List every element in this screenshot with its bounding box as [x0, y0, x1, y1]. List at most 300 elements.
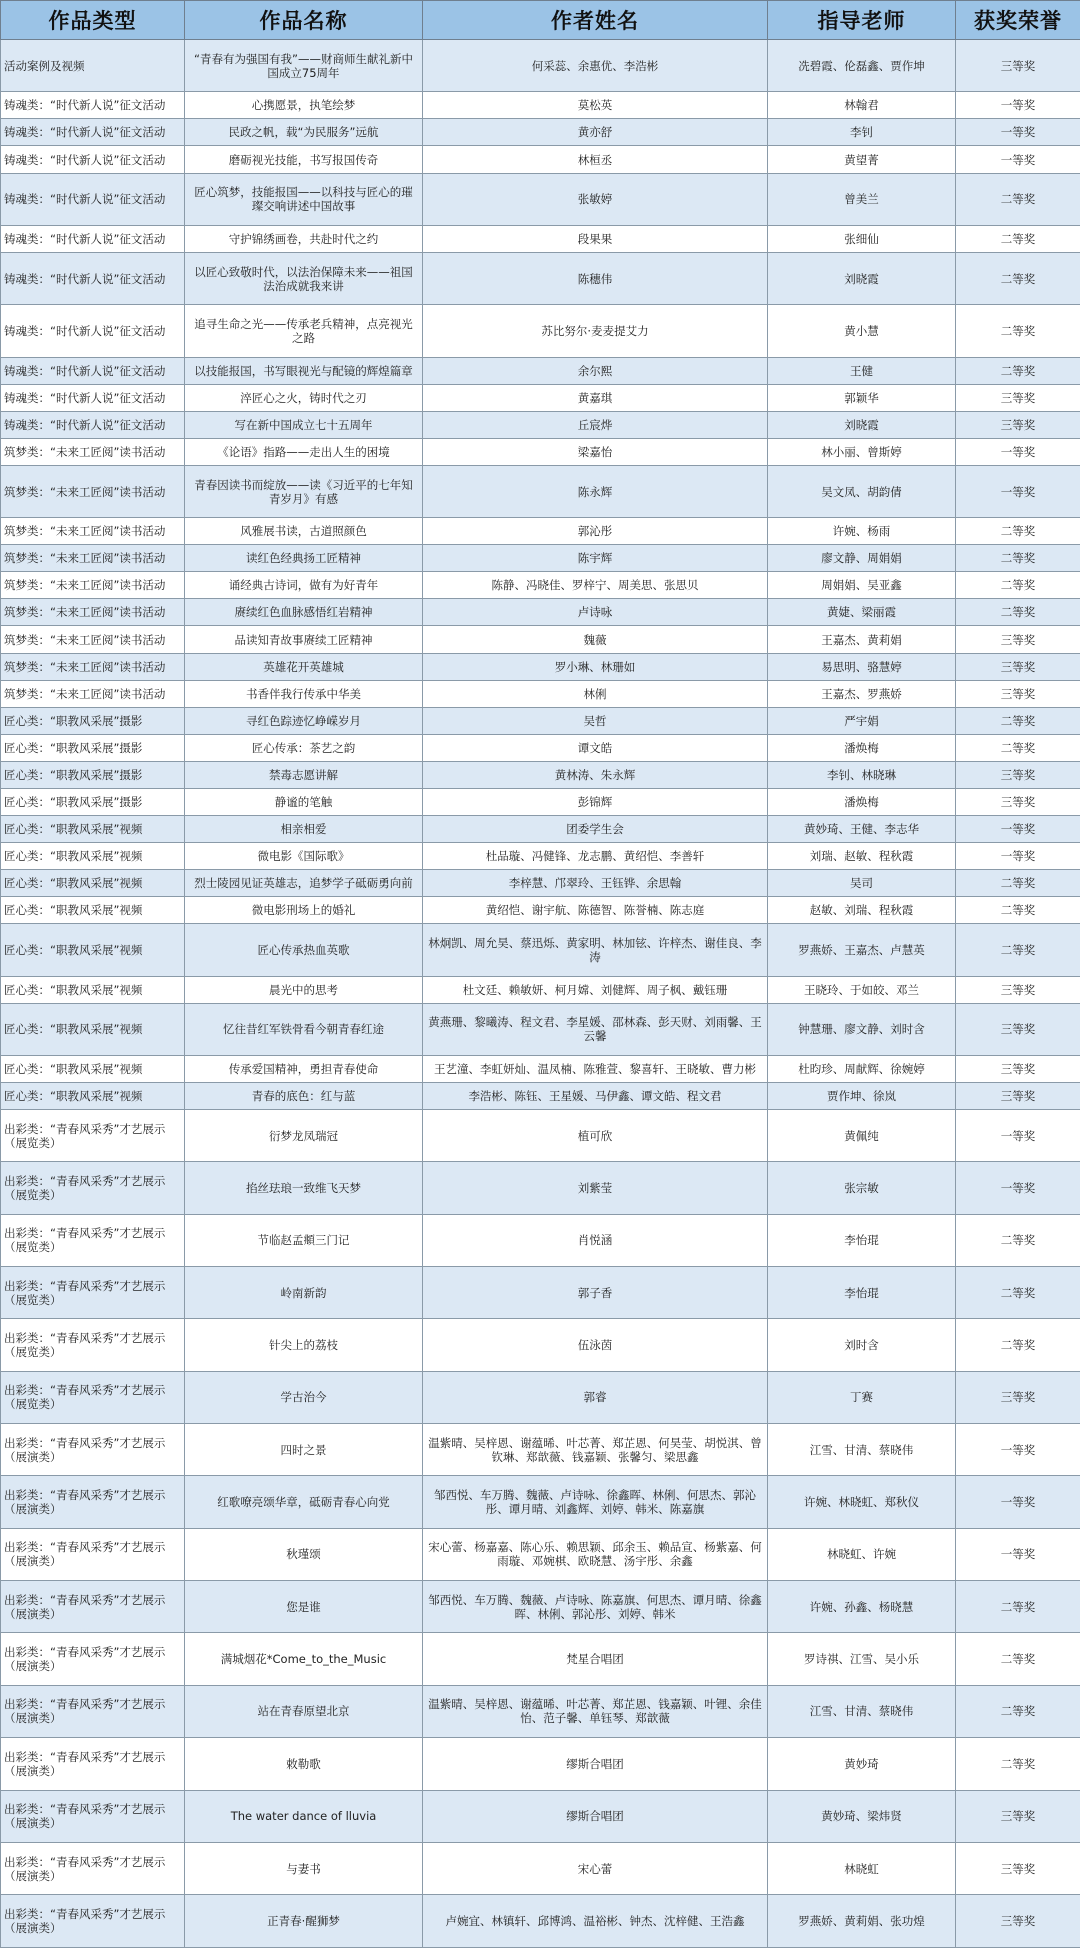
cell-title: 传承爱国精神，勇担青春使命 [185, 1055, 423, 1082]
cell-type: 铸魂类：“时代新人说”征文活动 [1, 146, 185, 173]
cell-award: 二等奖 [956, 734, 1080, 761]
cell-title: 磨砺视光技能，书写报国传奇 [185, 146, 423, 173]
cell-teachers: 罗燕娇、王嘉杰、卢慧英 [768, 924, 956, 976]
table-row [1, 680, 1080, 707]
table-row [1, 411, 1080, 438]
cell-award: 二等奖 [956, 599, 1080, 626]
cell-title: 红歌嘹亮颂华章，砥砺青春心向党 [185, 1476, 423, 1528]
cell-teachers: 黄小慧 [768, 305, 956, 357]
table-row [1, 465, 1080, 517]
cell-award: 二等奖 [956, 870, 1080, 897]
cell-teachers: 黄婕、梁丽霞 [768, 599, 956, 626]
table-row [1, 1633, 1080, 1685]
table-row [1, 1424, 1080, 1476]
cell-title: 匠心筑梦，技能报国——以科技与匠心的璀璨交响讲述中国故事 [185, 173, 423, 225]
table-body [1, 40, 1080, 1948]
cell-type: 筑梦类：“未来工匠阅”读书活动 [1, 680, 185, 707]
table-row [1, 1162, 1080, 1214]
cell-authors: 彭锦辉 [423, 788, 768, 815]
cell-award: 三等奖 [956, 1003, 1080, 1055]
cell-award: 一等奖 [956, 119, 1080, 146]
cell-type: 铸魂类：“时代新人说”征文活动 [1, 92, 185, 119]
cell-authors: 宋心蕾、杨嘉嘉、陈心乐、赖思颖、邱余玉、赖品宣、杨紫嘉、何雨璇、邓婉棋、欧晓慧、汤宇彤、余鑫 [423, 1528, 768, 1580]
cell-teachers: 林晓虹 [768, 1842, 956, 1894]
cell-title: 风雅展书读，古道照颜色 [185, 518, 423, 545]
cell-authors: 梁嘉怡 [423, 438, 768, 465]
table-row [1, 173, 1080, 225]
cell-title: 相亲相爱 [185, 815, 423, 842]
cell-teachers: 易思明、骆慧婷 [768, 653, 956, 680]
cell-teachers: 刘瑞、赵敏、程秋霞 [768, 842, 956, 869]
cell-type: 匠心类：“职教风采展”视频 [1, 815, 185, 842]
cell-award: 二等奖 [956, 173, 1080, 225]
cell-teachers: 黄妙琦、梁炜贤 [768, 1790, 956, 1842]
cell-teachers: 曾美兰 [768, 173, 956, 225]
table-row [1, 146, 1080, 173]
table-row [1, 252, 1080, 304]
cell-type: 出彩类：“青春风采秀”才艺展示（展演类） [1, 1895, 185, 1948]
cell-authors: 吴哲 [423, 707, 768, 734]
cell-type: 出彩类：“青春风采秀”才艺展示（展览类） [1, 1214, 185, 1266]
cell-type: 匠心类：“职教风采展”视频 [1, 897, 185, 924]
cell-title: “青春有为强国有我”——财商师生献礼新中国成立75周年 [185, 40, 423, 92]
cell-teachers: 廖文静、周娟娟 [768, 545, 956, 572]
table-row [1, 1842, 1080, 1894]
cell-type: 出彩类：“青春风采秀”才艺展示（展演类） [1, 1685, 185, 1737]
table-row [1, 924, 1080, 976]
cell-award: 二等奖 [956, 1685, 1080, 1737]
cell-title: 心携愿景，执笔绘梦 [185, 92, 423, 119]
cell-authors: 黄嘉琪 [423, 384, 768, 411]
cell-type: 活动案例及视频 [1, 40, 185, 92]
cell-award: 一等奖 [956, 1476, 1080, 1528]
header-teachers: 指导老师 [768, 1, 956, 40]
table-row [1, 40, 1080, 92]
cell-award: 二等奖 [956, 1581, 1080, 1633]
cell-title: 微电影《国际歌》 [185, 842, 423, 869]
cell-type: 匠心类：“职教风采展”摄影 [1, 788, 185, 815]
cell-title: 正青春·醒狮梦 [185, 1895, 423, 1948]
cell-title: 以匠心致敬时代，以法治保障未来——祖国法治成就我来讲 [185, 252, 423, 304]
cell-teachers: 江雪、甘清、蔡晓伟 [768, 1685, 956, 1737]
cell-type: 出彩类：“青春风采秀”才艺展示（展演类） [1, 1842, 185, 1894]
table-row [1, 870, 1080, 897]
cell-authors: 梵星合唱团 [423, 1633, 768, 1685]
cell-type: 筑梦类：“未来工匠阅”读书活动 [1, 572, 185, 599]
cell-type: 出彩类：“青春风采秀”才艺展示（展演类） [1, 1633, 185, 1685]
cell-title: 烈士陵园见证英雄志，追梦学子砥砺勇向前 [185, 870, 423, 897]
cell-title: 匠心传承热血英歌 [185, 924, 423, 976]
cell-type: 匠心类：“职教风采展”视频 [1, 1055, 185, 1082]
cell-teachers: 黄妙琦 [768, 1738, 956, 1790]
cell-award: 三等奖 [956, 1842, 1080, 1894]
cell-authors: 宋心蕾 [423, 1842, 768, 1894]
cell-type: 匠心类：“职教风采展”摄影 [1, 761, 185, 788]
cell-type: 筑梦类：“未来工匠阅”读书活动 [1, 438, 185, 465]
table-row [1, 572, 1080, 599]
cell-teachers: 林晓虹、许婉 [768, 1528, 956, 1580]
cell-title: 满城烟花*Come_to_the_Music [185, 1633, 423, 1685]
cell-authors: 黄绍恺、谢宇航、陈德智、陈誉楠、陈志庭 [423, 897, 768, 924]
cell-teachers: 黄望菁 [768, 146, 956, 173]
cell-teachers: 许婉、孙鑫、杨晓慧 [768, 1581, 956, 1633]
cell-teachers: 王晓玲、于如皎、邓兰 [768, 976, 956, 1003]
cell-award: 一等奖 [956, 92, 1080, 119]
cell-teachers: 许婉、林晓虹、郑秋仪 [768, 1476, 956, 1528]
cell-authors: 郭沁彤 [423, 518, 768, 545]
cell-award: 二等奖 [956, 1633, 1080, 1685]
cell-title: 四时之景 [185, 1424, 423, 1476]
cell-type: 匠心类：“职教风采展”视频 [1, 870, 185, 897]
cell-authors: 段果果 [423, 225, 768, 252]
cell-authors: 林俐 [423, 680, 768, 707]
cell-authors: 邹西悦、车万腾、魏薇、卢诗咏、徐鑫晖、林俐、何思杰、郭沁彤、谭月晴、刘鑫辉、刘婷、韩米、陈嘉旗 [423, 1476, 768, 1528]
cell-award: 二等奖 [956, 518, 1080, 545]
cell-title: 匠心传承：茶艺之韵 [185, 734, 423, 761]
cell-award: 三等奖 [956, 411, 1080, 438]
cell-teachers: 罗燕娇、黄莉娟、张功煌 [768, 1895, 956, 1948]
cell-award: 二等奖 [956, 1738, 1080, 1790]
cell-award: 三等奖 [956, 384, 1080, 411]
table-row [1, 626, 1080, 653]
cell-title: 学古治今 [185, 1371, 423, 1423]
cell-award: 二等奖 [956, 225, 1080, 252]
table-row [1, 119, 1080, 146]
cell-award: 一等奖 [956, 1110, 1080, 1162]
table-row [1, 1581, 1080, 1633]
cell-authors: 缪斯合唱团 [423, 1790, 768, 1842]
cell-type: 铸魂类：“时代新人说”征文活动 [1, 357, 185, 384]
cell-title: 禁毒志愿讲解 [185, 761, 423, 788]
cell-award: 二等奖 [956, 897, 1080, 924]
cell-teachers: 李怡琨 [768, 1214, 956, 1266]
cell-title: 寻红色踪迹忆峥嵘岁月 [185, 707, 423, 734]
table-row [1, 545, 1080, 572]
cell-authors: 团委学生会 [423, 815, 768, 842]
cell-award: 三等奖 [956, 1055, 1080, 1082]
cell-teachers: 刘时含 [768, 1319, 956, 1371]
cell-title: 品读知青故事赓续工匠精神 [185, 626, 423, 653]
table-row [1, 225, 1080, 252]
cell-authors: 苏比努尔·麦麦提艾力 [423, 305, 768, 357]
cell-title: 晨光中的思考 [185, 976, 423, 1003]
cell-award: 二等奖 [956, 545, 1080, 572]
cell-title: 掐丝珐琅一致维飞天梦 [185, 1162, 423, 1214]
cell-teachers: 王嘉杰、罗燕娇 [768, 680, 956, 707]
table-row [1, 384, 1080, 411]
cell-teachers: 潘焕梅 [768, 734, 956, 761]
cell-title: 站在青春原望北京 [185, 1685, 423, 1737]
cell-authors: 李梓慧、邝翠玲、王钰铧、余思翰 [423, 870, 768, 897]
table-row [1, 734, 1080, 761]
cell-authors: 缪斯合唱团 [423, 1738, 768, 1790]
cell-authors: 林炯凯、周允昊、蔡迅烁、黄家明、林加铉、许梓杰、谢佳良、李涛 [423, 924, 768, 976]
cell-title: 追寻生命之光——传承老兵精神，点亮视光之路 [185, 305, 423, 357]
cell-award: 一等奖 [956, 842, 1080, 869]
cell-award: 三等奖 [956, 976, 1080, 1003]
table-row [1, 1082, 1080, 1109]
cell-type: 筑梦类：“未来工匠阅”读书活动 [1, 465, 185, 517]
cell-type: 筑梦类：“未来工匠阅”读书活动 [1, 599, 185, 626]
cell-award: 二等奖 [956, 1267, 1080, 1319]
cell-award: 一等奖 [956, 815, 1080, 842]
cell-teachers: 张细仙 [768, 225, 956, 252]
cell-type: 出彩类：“青春风采秀”才艺展示（展演类） [1, 1424, 185, 1476]
cell-title: 青春的底色：红与蓝 [185, 1082, 423, 1109]
table-row [1, 438, 1080, 465]
cell-award: 二等奖 [956, 924, 1080, 976]
cell-award: 一等奖 [956, 465, 1080, 517]
table-row [1, 1738, 1080, 1790]
cell-award: 三等奖 [956, 1790, 1080, 1842]
cell-award: 二等奖 [956, 1319, 1080, 1371]
cell-award: 二等奖 [956, 357, 1080, 384]
cell-title: 节临赵孟頫三门记 [185, 1214, 423, 1266]
table-row [1, 1319, 1080, 1371]
table-row [1, 1685, 1080, 1737]
cell-teachers: 林翰君 [768, 92, 956, 119]
cell-type: 出彩类：“青春风采秀”才艺展示（展览类） [1, 1319, 185, 1371]
cell-teachers: 郭颖华 [768, 384, 956, 411]
cell-title: 静谧的笔触 [185, 788, 423, 815]
cell-authors: 魏薇 [423, 626, 768, 653]
cell-type: 出彩类：“青春风采秀”才艺展示（展演类） [1, 1738, 185, 1790]
cell-title: 以技能报国，书写眼视光与配镜的辉煌篇章 [185, 357, 423, 384]
cell-authors: 植可欣 [423, 1110, 768, 1162]
cell-authors: 郭子香 [423, 1267, 768, 1319]
cell-teachers: 刘晓霞 [768, 411, 956, 438]
cell-type: 铸魂类：“时代新人说”征文活动 [1, 411, 185, 438]
table-row [1, 518, 1080, 545]
cell-authors: 黄林涛、朱永辉 [423, 761, 768, 788]
cell-type: 匠心类：“职教风采展”视频 [1, 976, 185, 1003]
table-row [1, 599, 1080, 626]
cell-authors: 伍泳茵 [423, 1319, 768, 1371]
cell-teachers: 潘焕梅 [768, 788, 956, 815]
cell-title: 针尖上的荔枝 [185, 1319, 423, 1371]
cell-title: 青春因读书而绽放——读《习近平的七年知青岁月》有感 [185, 465, 423, 517]
cell-title: 英雄花开英雄城 [185, 653, 423, 680]
table-row [1, 897, 1080, 924]
table-row [1, 1267, 1080, 1319]
cell-title: 诵经典古诗词，做有为好青年 [185, 572, 423, 599]
table-row [1, 761, 1080, 788]
cell-authors: 邹西悦、车万腾、魏薇、卢诗咏、陈嘉旗、何思杰、谭月晴、徐鑫晖、林俐、郭沁彤、刘婷、韩米 [423, 1581, 768, 1633]
cell-award: 一等奖 [956, 1424, 1080, 1476]
cell-authors: 黄亦舒 [423, 119, 768, 146]
table-row [1, 1110, 1080, 1162]
cell-teachers: 丁赛 [768, 1371, 956, 1423]
cell-type: 匠心类：“职教风采展”视频 [1, 842, 185, 869]
header-row [1, 1, 1080, 40]
cell-teachers: 黄佩纯 [768, 1110, 956, 1162]
cell-authors: 陈穗伟 [423, 252, 768, 304]
cell-type: 出彩类：“青春风采秀”才艺展示（展演类） [1, 1528, 185, 1580]
cell-authors: 杜品璇、冯健锋、龙志鹏、黄绍恺、李善轩 [423, 842, 768, 869]
cell-authors: 丘宸烨 [423, 411, 768, 438]
table-row [1, 815, 1080, 842]
table-row [1, 842, 1080, 869]
cell-award: 一等奖 [956, 438, 1080, 465]
cell-type: 匠心类：“职教风采展”视频 [1, 924, 185, 976]
cell-teachers: 钟慧珊、廖文静、刘时含 [768, 1003, 956, 1055]
table-row [1, 1476, 1080, 1528]
table-row [1, 92, 1080, 119]
cell-title: 您是谁 [185, 1581, 423, 1633]
cell-authors: 余尔熙 [423, 357, 768, 384]
cell-type: 筑梦类：“未来工匠阅”读书活动 [1, 518, 185, 545]
cell-teachers: 林小丽、曾斯婷 [768, 438, 956, 465]
cell-award: 三等奖 [956, 1371, 1080, 1423]
cell-award: 三等奖 [956, 653, 1080, 680]
table-row [1, 1214, 1080, 1266]
cell-authors: 温紫晴、吴梓恩、谢蕴晞、叶芯菁、郑芷恩、钱嘉颖、叶锂、余佳怡、范子馨、单钰琴、郑歆薇 [423, 1685, 768, 1737]
cell-teachers: 张宗敏 [768, 1162, 956, 1214]
cell-title: 守护锦绣画卷，共赴时代之约 [185, 225, 423, 252]
cell-authors: 莫松英 [423, 92, 768, 119]
cell-title: 《论语》指路——走出人生的困境 [185, 438, 423, 465]
cell-type: 出彩类：“青春风采秀”才艺展示（展演类） [1, 1581, 185, 1633]
cell-authors: 林桓丞 [423, 146, 768, 173]
cell-teachers: 黄妙琦、王健、李志华 [768, 815, 956, 842]
cell-title: 衍梦龙凤瑞冠 [185, 1110, 423, 1162]
cell-authors: 卢诗咏 [423, 599, 768, 626]
cell-award: 三等奖 [956, 761, 1080, 788]
cell-authors: 刘紫莹 [423, 1162, 768, 1214]
cell-title: The water dance of lluvia [185, 1790, 423, 1842]
cell-type: 出彩类：“青春风采秀”才艺展示（展览类） [1, 1162, 185, 1214]
cell-type: 出彩类：“青春风采秀”才艺展示（展览类） [1, 1371, 185, 1423]
cell-type: 铸魂类：“时代新人说”征文活动 [1, 384, 185, 411]
cell-authors: 罗小琳、林珊如 [423, 653, 768, 680]
cell-award: 三等奖 [956, 1895, 1080, 1948]
cell-type: 出彩类：“青春风采秀”才艺展示（展演类） [1, 1476, 185, 1528]
table-row [1, 1895, 1080, 1948]
cell-type: 出彩类：“青春风采秀”才艺展示（展览类） [1, 1267, 185, 1319]
table-row [1, 1528, 1080, 1580]
cell-authors: 李浩彬、陈钰、王星媛、马伊鑫、谭文皓、程文君 [423, 1082, 768, 1109]
cell-authors: 王艺潼、李虹妍灿、温凤楠、陈雅萱、黎喜轩、王晓敏、曹力彬 [423, 1055, 768, 1082]
cell-award: 二等奖 [956, 305, 1080, 357]
cell-teachers: 周娟娟、吴亚鑫 [768, 572, 956, 599]
cell-award: 一等奖 [956, 146, 1080, 173]
cell-teachers: 李钊 [768, 119, 956, 146]
cell-teachers: 严宇娟 [768, 707, 956, 734]
cell-authors: 肖悦涵 [423, 1214, 768, 1266]
cell-type: 匠心类：“职教风采展”摄影 [1, 707, 185, 734]
table-row [1, 305, 1080, 357]
cell-teachers: 李怡琨 [768, 1267, 956, 1319]
table-row [1, 1371, 1080, 1423]
cell-award: 二等奖 [956, 707, 1080, 734]
table-row [1, 1055, 1080, 1082]
cell-authors: 卢婉宜、林镇轩、邱博鸿、温裕彬、钟杰、沈梓健、王浩鑫 [423, 1895, 768, 1948]
table-row [1, 976, 1080, 1003]
cell-award: 一等奖 [956, 1528, 1080, 1580]
header-title: 作品名称 [185, 1, 423, 40]
cell-authors: 黄燕珊、黎曦涛、程文君、李星媛、邵林森、彭天财、刘雨馨、王云馨 [423, 1003, 768, 1055]
cell-authors: 陈宇辉 [423, 545, 768, 572]
cell-teachers: 吴文凤、胡韵倩 [768, 465, 956, 517]
cell-type: 筑梦类：“未来工匠阅”读书活动 [1, 626, 185, 653]
table-row [1, 1790, 1080, 1842]
cell-teachers: 王嘉杰、黄莉娟 [768, 626, 956, 653]
cell-type: 筑梦类：“未来工匠阅”读书活动 [1, 545, 185, 572]
cell-type: 出彩类：“青春风采秀”才艺展示（展览类） [1, 1110, 185, 1162]
cell-award: 二等奖 [956, 1214, 1080, 1266]
cell-teachers: 吴司 [768, 870, 956, 897]
cell-title: 写在新中国成立七十五周年 [185, 411, 423, 438]
cell-title: 与妻书 [185, 1842, 423, 1894]
cell-teachers: 李钊、林晓琳 [768, 761, 956, 788]
cell-type: 匠心类：“职教风采展”视频 [1, 1003, 185, 1055]
cell-teachers: 冼碧霞、伦磊鑫、贾作坤 [768, 40, 956, 92]
cell-award: 一等奖 [956, 1162, 1080, 1214]
cell-teachers: 赵敏、刘瑞、程秋霞 [768, 897, 956, 924]
cell-teachers: 江雪、甘清、蔡晓伟 [768, 1424, 956, 1476]
cell-type: 铸魂类：“时代新人说”征文活动 [1, 119, 185, 146]
header-award: 获奖荣誉 [956, 1, 1080, 40]
cell-teachers: 刘晓霞 [768, 252, 956, 304]
cell-authors: 何采蕊、余惠优、李浩彬 [423, 40, 768, 92]
cell-type: 铸魂类：“时代新人说”征文活动 [1, 225, 185, 252]
cell-type: 铸魂类：“时代新人说”征文活动 [1, 305, 185, 357]
cell-title: 敕勒歌 [185, 1738, 423, 1790]
cell-teachers: 许婉、杨雨 [768, 518, 956, 545]
cell-title: 书香伴我行传承中华美 [185, 680, 423, 707]
cell-authors: 温紫晴、吴梓恩、谢蕴晞、叶芯菁、郑芷恩、何昊莹、胡悦淇、曾钦琳、郑歆薇、钱嘉颖、张馨匀、梁思鑫 [423, 1424, 768, 1476]
cell-type: 铸魂类：“时代新人说”征文活动 [1, 252, 185, 304]
cell-authors: 谭文皓 [423, 734, 768, 761]
cell-award: 三等奖 [956, 788, 1080, 815]
cell-authors: 郭睿 [423, 1371, 768, 1423]
cell-type: 出彩类：“青春风采秀”才艺展示（展演类） [1, 1790, 185, 1842]
cell-title: 忆往昔红军铁骨看今朝青春红途 [185, 1003, 423, 1055]
cell-authors: 张敏婷 [423, 173, 768, 225]
cell-type: 匠心类：“职教风采展”视频 [1, 1082, 185, 1109]
cell-title: 民政之帆，载“为民服务”远航 [185, 119, 423, 146]
cell-authors: 陈静、冯晓佳、罗梓宁、周美思、张思贝 [423, 572, 768, 599]
cell-award: 二等奖 [956, 252, 1080, 304]
cell-teachers: 贾作坤、徐岚 [768, 1082, 956, 1109]
table-row [1, 707, 1080, 734]
table-row [1, 357, 1080, 384]
cell-title: 岭南新韵 [185, 1267, 423, 1319]
cell-authors: 杜文廷、赖敏妍、柯月嫦、刘健辉、周子枫、戴钰珊 [423, 976, 768, 1003]
header-authors: 作者姓名 [423, 1, 768, 40]
table-row [1, 653, 1080, 680]
cell-teachers: 罗诗祺、江雪、吴小乐 [768, 1633, 956, 1685]
cell-teachers: 杜昀珍、周献辉、徐婉婷 [768, 1055, 956, 1082]
cell-award: 三等奖 [956, 626, 1080, 653]
cell-award: 三等奖 [956, 1082, 1080, 1109]
cell-title: 淬匠心之火，铸时代之刃 [185, 384, 423, 411]
cell-type: 匠心类：“职教风采展”摄影 [1, 734, 185, 761]
cell-title: 秋瑾颂 [185, 1528, 423, 1580]
table-row [1, 1003, 1080, 1055]
cell-title: 赓续红色血脉感悟红岩精神 [185, 599, 423, 626]
cell-title: 微电影刑场上的婚礼 [185, 897, 423, 924]
header-type: 作品类型 [1, 1, 185, 40]
cell-title: 读红色经典扬工匠精神 [185, 545, 423, 572]
cell-award: 二等奖 [956, 572, 1080, 599]
cell-award: 三等奖 [956, 40, 1080, 92]
cell-teachers: 王健 [768, 357, 956, 384]
cell-type: 铸魂类：“时代新人说”征文活动 [1, 173, 185, 225]
cell-type: 筑梦类：“未来工匠阅”读书活动 [1, 653, 185, 680]
cell-authors: 陈永辉 [423, 465, 768, 517]
table-row [1, 788, 1080, 815]
